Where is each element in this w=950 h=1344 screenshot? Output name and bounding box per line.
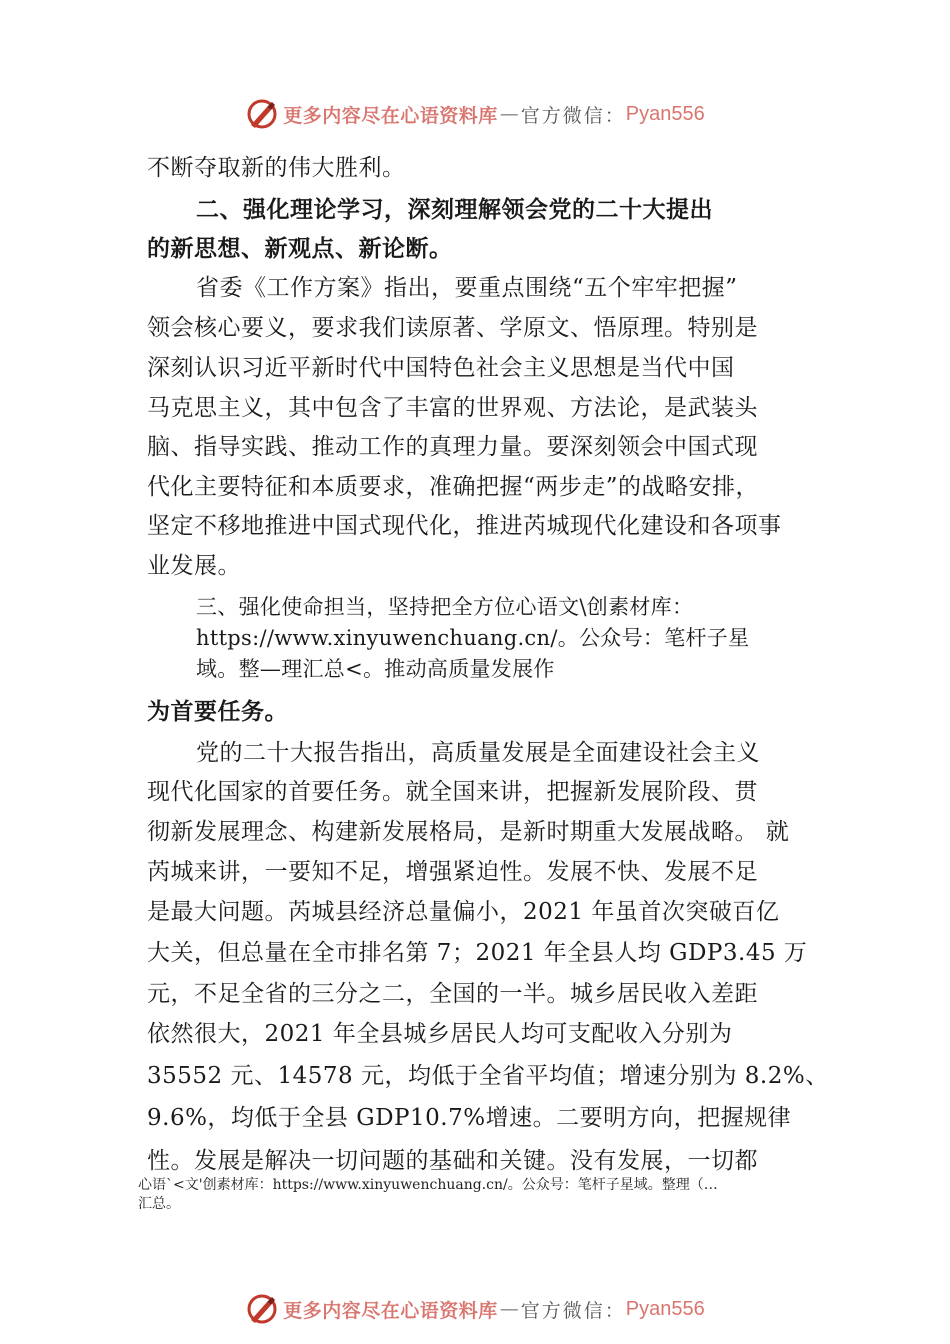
body-line: 9.6%，均低于全县 GDP10.7%增速。二要明方向，把握规律 xyxy=(147,1105,792,1131)
footer-note-line: 汇总。 xyxy=(138,1196,180,1212)
section-heading: 二、强化理论学习，深刻理解领会党的二十大提出 xyxy=(196,197,713,223)
banner-brand: 更多内容尽在心语资料库 xyxy=(283,1299,498,1322)
body-line: 是最大问题。芮城县经济总量偏小，2021 年虽首次突破百亿 xyxy=(147,899,780,925)
body-line: 省委《工作方案》指出，要重点围绕“五个牢牢把握” xyxy=(196,275,738,301)
body-line: 坚定不移地推进中国式现代化，推进芮城现代化建设和各项事 xyxy=(147,513,782,539)
body-line: 党的二十大报告指出，高质量发展是全面建设社会主义 xyxy=(196,740,760,766)
banner-wechat-handle: Pyan556 xyxy=(625,102,705,125)
body-line: 领会核心要义，要求我们读原著、学原文、悟原理。特别是 xyxy=(147,315,758,341)
body-line: 马克思主义，其中包含了丰富的世界观、方法论，是武装头 xyxy=(147,395,758,421)
watermark-line: https://www.xinyuwenchuang.cn/。公众号：笔杆子星 xyxy=(196,626,750,650)
banner-brand: 更多内容尽在心语资料库 xyxy=(283,104,498,127)
section-heading: 的新思想、新观点、新论断。 xyxy=(147,236,453,262)
footer-banner xyxy=(0,1289,950,1329)
body-line: 脑、指导实践、推动工作的真理力量。要深刻领会中国式现 xyxy=(147,434,758,460)
pen-logo-icon xyxy=(245,97,279,131)
pen-logo-icon xyxy=(245,1292,279,1326)
banner-wechat-handle: Pyan556 xyxy=(625,1297,705,1320)
banner-wechat-label: 官方微信： xyxy=(520,1299,626,1322)
watermark-line: 域。整—理汇总<。推动高质量发展作 xyxy=(196,657,555,681)
watermark-line: 三、强化使命担当，坚持把全方位心语文\创素材库： xyxy=(196,595,694,619)
banner-wechat-label: 官方微信： xyxy=(520,104,626,127)
banner-dash: — xyxy=(499,103,519,125)
body-line: 性。发展是解决一切问题的基础和关键。没有发展，一切都 xyxy=(147,1148,758,1174)
body-line: 代化主要特征和本质要求，准确把握“两步走”的战略安排， xyxy=(147,474,760,500)
body-line: 现代化国家的首要任务。就全国来讲，把握新发展阶段、贯 xyxy=(147,779,758,805)
body-line: 35552 元、14578 元，均低于全省平均值；增速分别为 8.2%、 xyxy=(147,1063,829,1089)
header-banner xyxy=(0,94,950,134)
body-line: 彻新发展理念、构建新发展格局，是新时期重大发展战略。 就 xyxy=(147,819,790,845)
body-line: 大关，但总量在全市排名第 7；2021 年全县人均 GDP3.45 万 xyxy=(147,940,808,966)
body-line: 深刻认识习近平新时代中国特色社会主义思想是当代中国 xyxy=(147,355,735,381)
body-line: 依然很大，2021 年全县城乡居民人均可支配收入分别为 xyxy=(147,1021,733,1047)
banner-dash: — xyxy=(499,1298,519,1320)
body-line: 元，不足全省的三分之二，全国的一半。城乡居民收入差距 xyxy=(147,981,758,1007)
footer-note-line: 心语`<文'创素材库：https://www.xinyuwenchuang.cn/。公众号：笔杆子星域。整理（… xyxy=(138,1177,718,1193)
body-line: 业发展。 xyxy=(147,553,241,579)
body-line: 不断夺取新的伟大胜利。 xyxy=(147,155,406,181)
body-line: 芮城来讲，一要知不足，增强紧迫性。发展不快、发展不足 xyxy=(147,859,758,885)
section-heading: 为首要任务。 xyxy=(147,699,288,725)
